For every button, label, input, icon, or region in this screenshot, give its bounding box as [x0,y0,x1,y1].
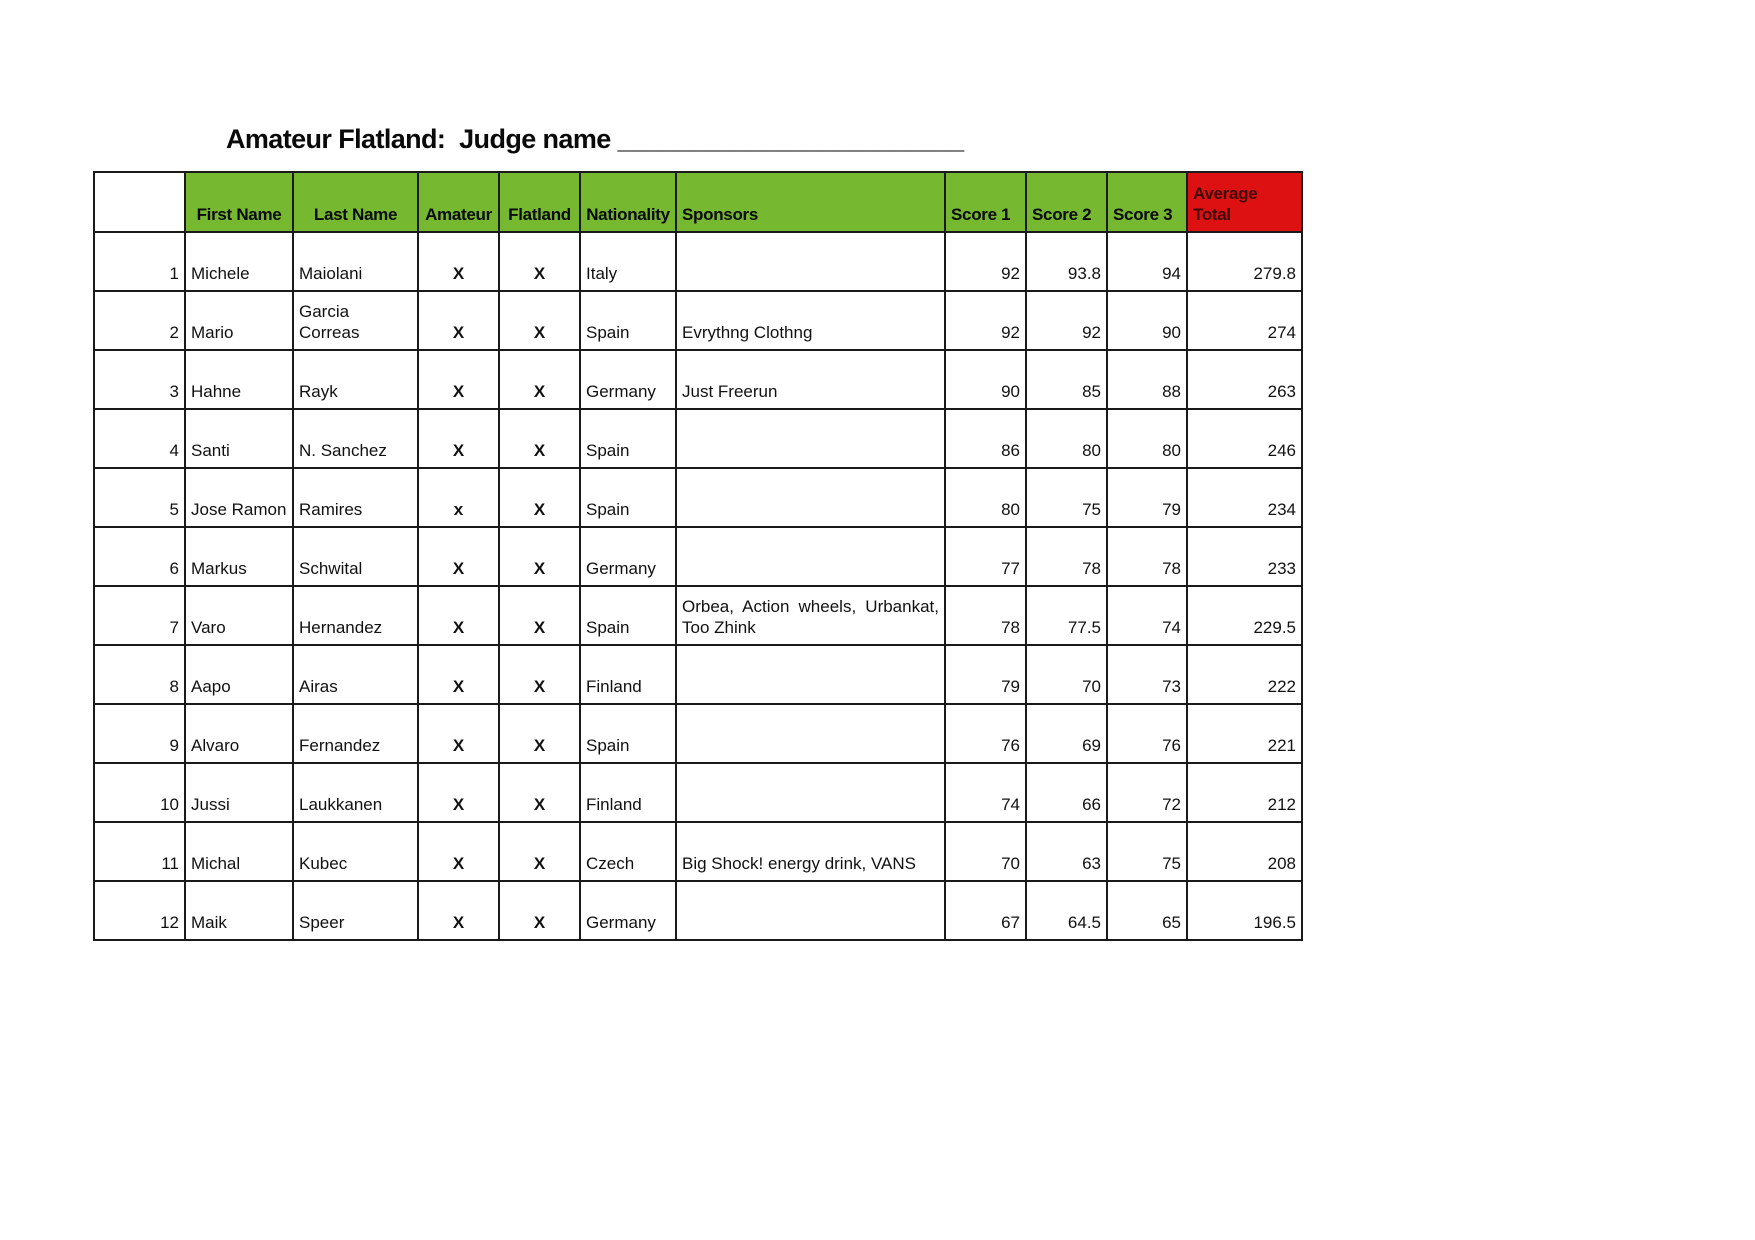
sponsors-cell [676,763,945,822]
first-name-cell: Michal [185,822,293,881]
last-name-cell: Fernandez [293,704,418,763]
table-row [94,822,1302,881]
last-name-cell: Maiolani [293,232,418,291]
amateur-mark-cell: X [418,645,499,704]
header-average-total: Average Total [1187,172,1302,232]
sponsors-cell: Evrythng Clothng [676,291,945,350]
score-1-cell: 70 [945,822,1026,881]
last-name-cell: Laukkanen [293,763,418,822]
flatland-mark-cell: X [499,291,580,350]
score-1-cell: 79 [945,645,1026,704]
sponsors-cell: Big Shock! energy drink, VANS [676,822,945,881]
first-name-cell: Michele [185,232,293,291]
table-row [94,763,1302,822]
last-name-cell: N. Sanchez [293,409,418,468]
last-name-cell: Airas [293,645,418,704]
score-3-cell: 94 [1107,232,1187,291]
flatland-mark-cell: X [499,704,580,763]
first-name-cell: Markus [185,527,293,586]
score-3-cell: 74 [1107,586,1187,645]
score-2-cell: 80 [1026,409,1107,468]
header-sponsors: Sponsors [676,172,945,232]
score-3-cell: 76 [1107,704,1187,763]
average-total-cell: 234 [1187,468,1302,527]
average-total-cell: 212 [1187,763,1302,822]
nationality-cell: Italy [580,232,676,291]
score-2-cell: 69 [1026,704,1107,763]
score-1-cell: 78 [945,586,1026,645]
sponsors-cell [676,468,945,527]
flatland-mark-cell: X [499,232,580,291]
score-3-cell: 88 [1107,350,1187,409]
row-number-cell: 4 [94,409,185,468]
header-blank [94,172,185,232]
score-2-cell: 78 [1026,527,1107,586]
average-total-cell: 221 [1187,704,1302,763]
table-row [94,350,1302,409]
flatland-mark-cell: X [499,409,580,468]
average-total-cell: 233 [1187,527,1302,586]
first-name-cell: Aapo [185,645,293,704]
amateur-mark-cell: X [418,291,499,350]
score-2-cell: 70 [1026,645,1107,704]
sponsors-cell: Just Freerun [676,350,945,409]
score-2-cell: 93.8 [1026,232,1107,291]
first-name-cell: Alvaro [185,704,293,763]
first-name-cell: Varo [185,586,293,645]
table-row [94,409,1302,468]
nationality-cell: Spain [580,468,676,527]
table-row [94,232,1302,291]
nationality-cell: Czech [580,822,676,881]
score-1-cell: 76 [945,704,1026,763]
header-amateur: Amateur [418,172,499,232]
first-name-cell: Maik [185,881,293,940]
flatland-mark-cell: X [499,763,580,822]
header-score-2: Score 2 [1026,172,1107,232]
flatland-mark-cell: X [499,468,580,527]
amateur-mark-cell: X [418,409,499,468]
score-2-cell: 66 [1026,763,1107,822]
average-total-cell: 279.8 [1187,232,1302,291]
score-3-cell: 79 [1107,468,1187,527]
row-number-cell: 7 [94,586,185,645]
last-name-cell: Schwital [293,527,418,586]
score-2-cell: 63 [1026,822,1107,881]
nationality-cell: Spain [580,291,676,350]
score-3-cell: 90 [1107,291,1187,350]
results-table [93,171,1303,941]
row-number-cell: 8 [94,645,185,704]
amateur-mark-cell: X [418,350,499,409]
sponsors-cell [676,232,945,291]
score-3-cell: 78 [1107,527,1187,586]
row-number-cell: 9 [94,704,185,763]
table-row [94,291,1302,350]
page-title: Amateur Flatland: Judge name ________________________ [226,124,964,154]
amateur-mark-cell: X [418,763,499,822]
table-row [94,704,1302,763]
amateur-mark-cell: X [418,586,499,645]
score-1-cell: 74 [945,763,1026,822]
score-2-cell: 64.5 [1026,881,1107,940]
table-row [94,881,1302,940]
last-name-cell: Kubec [293,822,418,881]
average-total-cell: 196.5 [1187,881,1302,940]
first-name-cell: Mario [185,291,293,350]
last-name-cell: Speer [293,881,418,940]
flatland-mark-cell: X [499,645,580,704]
score-1-cell: 77 [945,527,1026,586]
score-2-cell: 85 [1026,350,1107,409]
score-3-cell: 72 [1107,763,1187,822]
first-name-cell: Jussi [185,763,293,822]
sponsors-cell [676,527,945,586]
row-number-cell: 11 [94,822,185,881]
score-1-cell: 90 [945,350,1026,409]
header-last-name: Last Name [293,172,418,232]
nationality-cell: Germany [580,881,676,940]
row-number-cell: 2 [94,291,185,350]
amateur-mark-cell: X [418,527,499,586]
sponsors-cell [676,645,945,704]
flatland-mark-cell: X [499,527,580,586]
row-number-cell: 3 [94,350,185,409]
score-1-cell: 92 [945,291,1026,350]
score-1-cell: 92 [945,232,1026,291]
nationality-cell: Finland [580,645,676,704]
header-flatland: Flatland [499,172,580,232]
header-score-1: Score 1 [945,172,1026,232]
score-3-cell: 75 [1107,822,1187,881]
score-3-cell: 65 [1107,881,1187,940]
amateur-mark-cell: X [418,881,499,940]
table-body [94,232,1302,940]
nationality-cell: Germany [580,527,676,586]
nationality-cell: Spain [580,409,676,468]
first-name-cell: Jose Ramon [185,468,293,527]
average-total-cell: 229.5 [1187,586,1302,645]
nationality-cell: Germany [580,350,676,409]
last-name-cell: Ramires [293,468,418,527]
flatland-mark-cell: X [499,350,580,409]
table-header-row [94,172,1302,232]
last-name-cell: Rayk [293,350,418,409]
average-total-cell: 274 [1187,291,1302,350]
flatland-mark-cell: X [499,881,580,940]
table-row [94,645,1302,704]
nationality-cell: Finland [580,763,676,822]
flatland-mark-cell: X [499,822,580,881]
average-total-cell: 246 [1187,409,1302,468]
score-2-cell: 75 [1026,468,1107,527]
row-number-cell: 5 [94,468,185,527]
last-name-cell: Garcia Correas [293,291,418,350]
amateur-mark-cell: x [418,468,499,527]
nationality-cell: Spain [580,704,676,763]
average-total-cell: 208 [1187,822,1302,881]
amateur-mark-cell: X [418,822,499,881]
amateur-mark-cell: X [418,232,499,291]
header-first-name: First Name [185,172,293,232]
first-name-cell: Santi [185,409,293,468]
amateur-mark-cell: X [418,704,499,763]
average-total-cell: 222 [1187,645,1302,704]
sponsors-cell: Orbea, Action wheels, Urbankat, Too Zhink [676,586,945,645]
score-2-cell: 77.5 [1026,586,1107,645]
score-3-cell: 73 [1107,645,1187,704]
score-1-cell: 67 [945,881,1026,940]
score-1-cell: 86 [945,409,1026,468]
average-total-cell: 263 [1187,350,1302,409]
sponsors-cell [676,409,945,468]
table-row [94,527,1302,586]
flatland-mark-cell: X [499,586,580,645]
score-1-cell: 80 [945,468,1026,527]
row-number-cell: 1 [94,232,185,291]
header-score-3: Score 3 [1107,172,1187,232]
score-2-cell: 92 [1026,291,1107,350]
row-number-cell: 10 [94,763,185,822]
first-name-cell: Hahne [185,350,293,409]
table-row [94,468,1302,527]
sponsors-cell [676,704,945,763]
sponsors-cell [676,881,945,940]
table-row [94,586,1302,645]
header-nationality: Nationality [580,172,676,232]
row-number-cell: 6 [94,527,185,586]
score-3-cell: 80 [1107,409,1187,468]
row-number-cell: 12 [94,881,185,940]
nationality-cell: Spain [580,586,676,645]
last-name-cell: Hernandez [293,586,418,645]
